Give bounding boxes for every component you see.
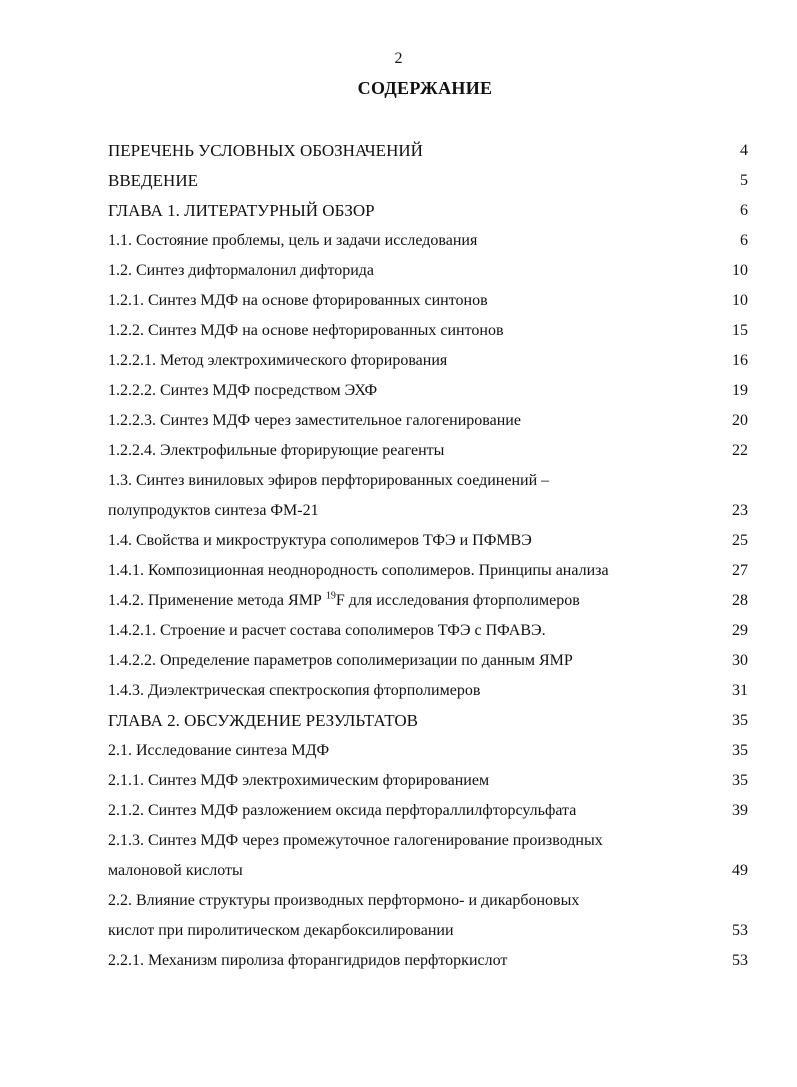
- toc-entry-1-2-2-2[interactable]: [108, 380, 748, 410]
- toc-entry-text: 2.1.3. Синтез МДФ через промежуточное галогенирование производных: [108, 832, 603, 849]
- toc-entry-text: 1.2.2.2. Синтез МДФ посредством ЭХФ: [108, 382, 378, 399]
- toc-entry-text: 1.2.2.4. Электрофильные фторирующие реагенты: [108, 442, 445, 459]
- toc-entry-1-4-3[interactable]: [108, 680, 748, 710]
- toc-entry-text: 2.1.2. Синтез МДФ разложением оксида перфтораллилфторсульфата: [108, 802, 577, 819]
- toc-entry-page: 25: [732, 532, 748, 549]
- toc-entry-text: 1.2.1. Синтез МДФ на основе фторированных синтонов: [108, 292, 488, 309]
- toc-entry-text: 1.2. Синтез дифтормалонил дифторида: [108, 262, 375, 279]
- toc-entry-page: 49: [732, 862, 748, 879]
- toc-entry-2-2[interactable]: [108, 890, 748, 920]
- toc-entry-2-1[interactable]: [108, 740, 748, 770]
- toc-entry-page: 4: [740, 142, 748, 159]
- toc-entry-page: 35: [732, 712, 748, 729]
- toc-entry-1-4-1[interactable]: [108, 560, 748, 590]
- toc-entry-page: 35: [732, 742, 748, 759]
- toc-entry-introduction[interactable]: [108, 170, 748, 200]
- toc-entry-page: 30: [732, 652, 748, 669]
- toc-entry-page: 5: [740, 172, 748, 189]
- toc-entry-superscript: 19: [325, 590, 336, 602]
- toc-entry-page: 28: [732, 592, 748, 609]
- toc-entry-page: 6: [740, 232, 748, 249]
- page-title: СОДЕРЖАНИЕ: [357, 78, 493, 98]
- toc-entry-page: 39: [732, 802, 748, 819]
- toc-entry-page: 29: [732, 622, 748, 639]
- toc-entry-1-3[interactable]: [108, 470, 748, 500]
- toc-entry-text: 2.2. Влияние структуры производных перфтормоно- и дикарбоновых: [108, 892, 580, 909]
- toc-entry-page: 19: [732, 382, 748, 399]
- toc-entry-page: 53: [732, 922, 748, 939]
- toc-entry-abbreviations[interactable]: [108, 140, 748, 170]
- toc-entry-page: 53: [732, 952, 748, 969]
- toc-entry-text: 2.2.1. Механизм пиролиза фторангидридов перфторкислот: [108, 952, 508, 969]
- toc-entry-chapter-1[interactable]: [108, 200, 748, 230]
- toc-entry-text: ПЕРЕЧЕНЬ УСЛОВНЫХ ОБОЗНАЧЕНИЙ: [108, 141, 423, 160]
- toc-entry-text: 1.4.2.1. Строение и расчет состава сополимеров ТФЭ с ПФАВЭ.: [108, 622, 546, 639]
- toc-entry-text: 1.4.1. Композиционная неоднородность сополимеров. Принципы анализа: [108, 562, 609, 579]
- toc-entry-text: 1.3. Синтез виниловых эфиров перфторированных соединений –: [108, 472, 550, 489]
- toc-entry-2-2-1[interactable]: [108, 950, 748, 980]
- toc-entry-text-after: F для исследования фторполимеров: [335, 592, 580, 609]
- toc-entry-1-2[interactable]: [108, 260, 748, 290]
- table-of-contents: [108, 140, 748, 980]
- toc-entry-text: 1.2.2.3. Синтез МДФ через заместительное галогенирование: [108, 412, 521, 429]
- toc-entry-page: 6: [740, 202, 748, 219]
- toc-entry-page: 35: [732, 772, 748, 789]
- toc-entry-1-4-2[interactable]: [108, 590, 748, 620]
- toc-entry-page: 15: [732, 322, 748, 339]
- toc-entry-2-1-3-continued[interactable]: [108, 860, 748, 890]
- toc-entry-text: полупродуктов синтеза ФМ-21: [108, 502, 319, 519]
- page-number: 2: [394, 50, 403, 67]
- toc-entry-page: 10: [732, 292, 748, 309]
- toc-entry-page: 31: [732, 682, 748, 699]
- toc-entry-1-4-2-2[interactable]: [108, 650, 748, 680]
- toc-entry-page: 23: [732, 502, 748, 519]
- toc-entry-text: 2.1.1. Синтез МДФ электрохимическим фторированием: [108, 772, 490, 789]
- toc-entry-text: 1.4. Свойства и микроструктура сополимеров ТФЭ и ПФМВЭ: [108, 532, 532, 549]
- toc-entry-page: 27: [732, 562, 748, 579]
- toc-entry-1-2-2-4[interactable]: [108, 440, 748, 470]
- toc-entry-text: 1.4.2.2. Определение параметров сополимеризации по данным ЯМР: [108, 652, 573, 669]
- toc-entry-1-4-2-1[interactable]: [108, 620, 748, 650]
- toc-entry-text: малоновой кислоты: [108, 862, 243, 879]
- toc-entry-page: 20: [732, 412, 748, 429]
- toc-entry-text: [108, 590, 580, 612]
- toc-entry-2-1-3[interactable]: [108, 830, 748, 860]
- toc-entry-text-before: 1.4.2. Применение метода ЯМР: [108, 592, 326, 609]
- toc-entry-page: 10: [732, 262, 748, 279]
- toc-entry-2-1-1[interactable]: [108, 770, 748, 800]
- toc-entry-1-1[interactable]: [108, 230, 748, 260]
- toc-entry-1-2-1[interactable]: [108, 290, 748, 320]
- toc-entry-text: ГЛАВА 1. ЛИТЕРАТУРНЫЙ ОБЗОР: [108, 201, 375, 220]
- toc-entry-1-2-2[interactable]: [108, 320, 748, 350]
- toc-entry-2-2-continued[interactable]: [108, 920, 748, 950]
- toc-entry-1-3-continued[interactable]: [108, 500, 748, 530]
- toc-entry-text: кислот при пиролитическом декарбоксилировании: [108, 922, 454, 939]
- toc-entry-1-2-2-3[interactable]: [108, 410, 748, 440]
- toc-entry-1-4[interactable]: [108, 530, 748, 560]
- toc-entry-text: 1.2.2. Синтез МДФ на основе нефторированных синтонов: [108, 322, 504, 339]
- toc-entry-text: ГЛАВА 2. ОБСУЖДЕНИЕ РЕЗУЛЬТАТОВ: [108, 711, 418, 730]
- toc-entry-text: 1.2.2.1. Метод электрохимического фторирования: [108, 352, 448, 369]
- toc-entry-2-1-2[interactable]: [108, 800, 748, 830]
- toc-entry-page: 22: [732, 442, 748, 459]
- toc-entry-text: 1.1. Состояние проблемы, цель и задачи исследования: [108, 232, 478, 249]
- toc-entry-text: 2.1. Исследование синтеза МДФ: [108, 742, 330, 759]
- toc-entry-page: 16: [732, 352, 748, 369]
- toc-entry-1-2-2-1[interactable]: [108, 350, 748, 380]
- toc-entry-chapter-2[interactable]: [108, 710, 748, 740]
- toc-entry-text: 1.4.3. Диэлектрическая спектроскопия фторполимеров: [108, 682, 481, 699]
- toc-entry-text: ВВЕДЕНИЕ: [108, 171, 198, 190]
